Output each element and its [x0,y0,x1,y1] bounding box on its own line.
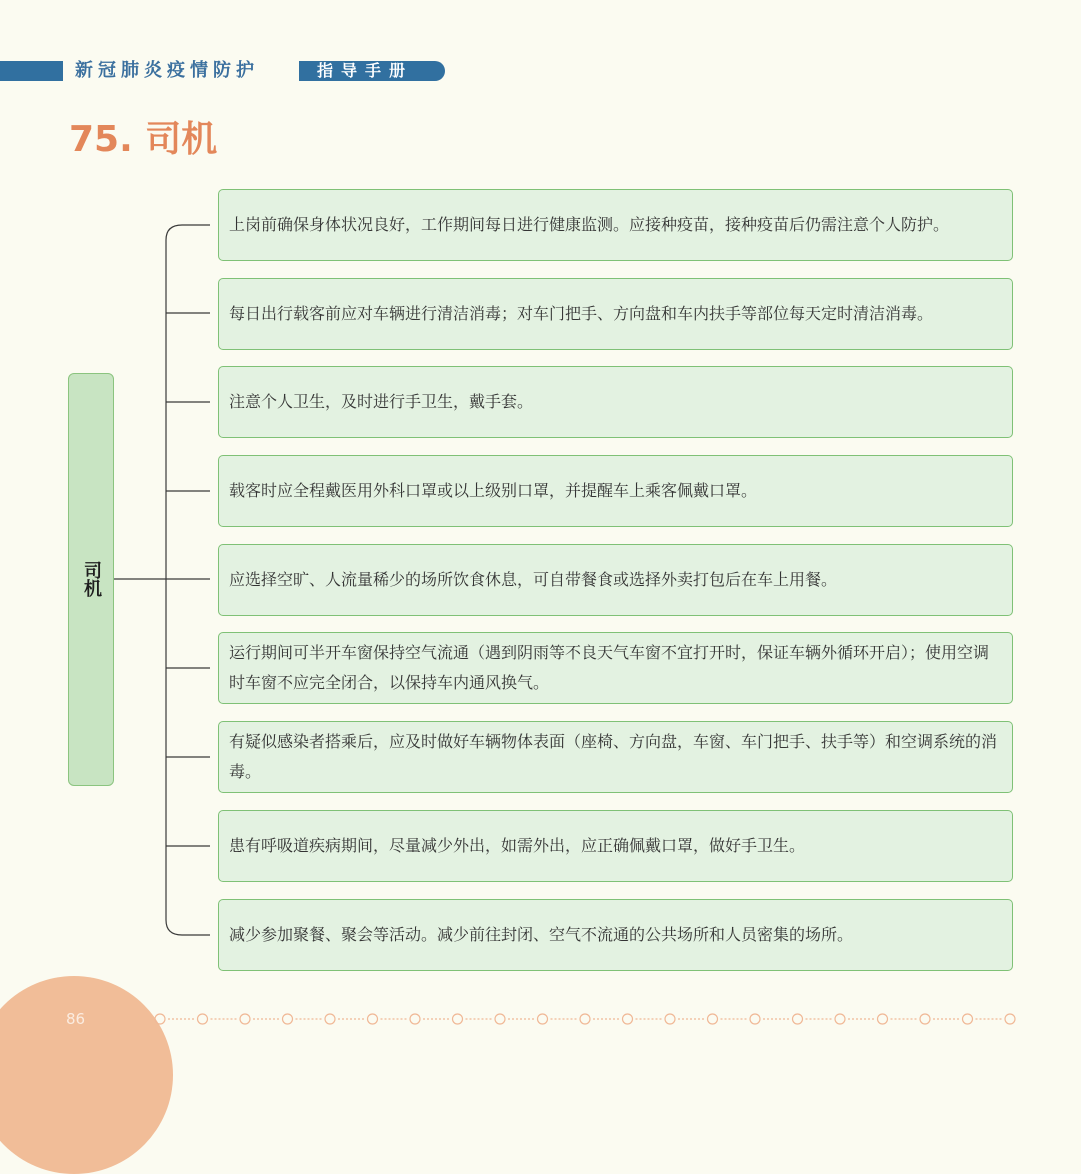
divider-ring [495,1014,505,1024]
list-item [218,810,1013,882]
item-text: 有疑似感染者搭乘后，应及时做好车辆物体表面（座椅、方向盘，车窗、车门把手、扶手等）和空调系统的消毒。 [229,732,998,781]
divider-ring [240,1014,250,1024]
item-text: 载客时应全程戴医用外科口罩或以上级别口罩，并提醒车上乘客佩戴口罩。 [229,481,758,500]
item-text: 每日出行载客前应对车辆进行清洁消毒；对车门把手、方向盘和车内扶手等部位每天定时清洁消毒。 [229,304,934,323]
center-node-label: 司机 [81,561,102,597]
list-item [218,189,1013,261]
list-item [218,366,1013,438]
divider-ring [878,1014,888,1024]
divider-ring [920,1014,930,1024]
item-text: 上岗前确保身体状况良好，工作期间每日进行健康监测。应接种疫苗，接种疫苗后仍需注意个人防护。 [229,215,950,234]
header-title: 新冠肺炎疫情防护 [75,60,259,81]
list-item [218,544,1013,616]
list-item [218,278,1013,350]
divider-ring [963,1014,973,1024]
page-title: 75. 司机 [69,119,218,160]
divider-ring [1005,1014,1015,1024]
list-item [218,632,1013,704]
item-text: 患有呼吸道疾病期间，尽量减少外出，如需外出，应正确佩戴口罩，做好手卫生。 [229,836,806,855]
divider-ring [283,1014,293,1024]
list-item [218,899,1013,971]
item-text: 运行期间可半开车窗保持空气流通（遇到阴雨等不良天气车窗不宜打开时，保证车辆外循环开启）；使用空调时车窗不应完全闭合，以保持车内通风换气。 [229,643,990,692]
center-node [68,373,114,786]
divider-ring [623,1014,633,1024]
divider-ring [155,1014,165,1024]
divider-ring [580,1014,590,1024]
divider-ring [198,1014,208,1024]
divider-ring [538,1014,548,1024]
divider-ring [453,1014,463,1024]
divider-ring [793,1014,803,1024]
list-item [218,721,1013,793]
item-text: 应选择空旷、人流量稀少的场所饮食休息，可自带餐食或选择外卖打包后在车上用餐。 [229,570,838,589]
divider-ring [835,1014,845,1024]
page-number: 86 [66,1010,86,1028]
divider-ring [665,1014,675,1024]
list-item [218,455,1013,527]
item-text: 注意个人卫生，及时进行手卫生，戴手套。 [229,392,534,411]
item-text: 减少参加聚餐、聚会等活动。减少前往封闭、空气不流通的公共场所和人员密集的场所。 [229,925,854,944]
divider-ring [368,1014,378,1024]
divider-ring [750,1014,760,1024]
divider-ring [325,1014,335,1024]
divider-ring [708,1014,718,1024]
header-tag: 指导手册 [299,61,445,81]
dotted-divider [150,1010,1020,1028]
divider-ring [410,1014,420,1024]
